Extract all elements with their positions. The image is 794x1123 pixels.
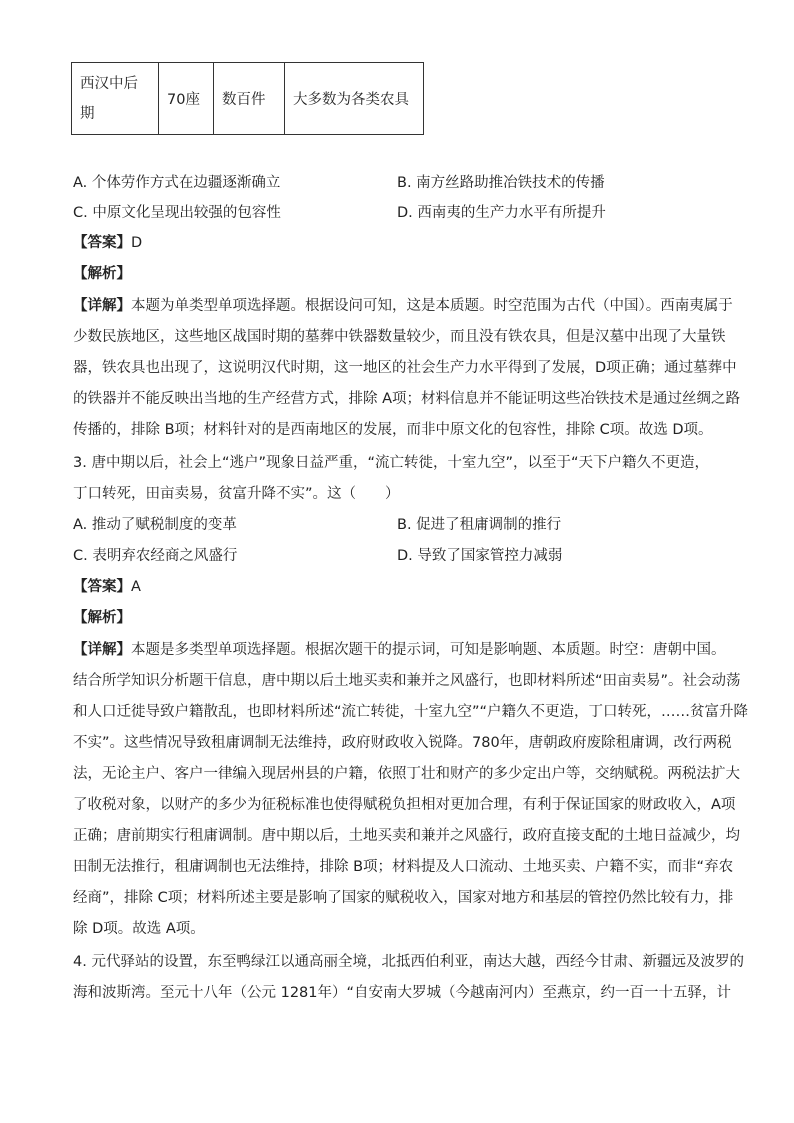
q3-explanation-line: 了收税对象，以财产的多少为征税标准也使得赋税负担相对更加合理，有利于保证国家的财政收入，A项 bbox=[73, 797, 736, 813]
q2-option-a[interactable]: A. 个体劳作方式在边疆逐渐确立 bbox=[73, 175, 281, 191]
q2-explanation-line bbox=[73, 296, 733, 316]
q3-explanation-line bbox=[73, 640, 726, 660]
q3-stem-line: 3. 唐中期以后，社会上“逃户”现象日益严重，“流亡转徙，十室九空”，以至于“天下户籍久不更造， bbox=[73, 455, 709, 471]
q2-explanation-line: 少数民族地区，这些地区战国时期的墓葬中铁器数量较少，而且没有铁农具，但是汉墓中出现了大量铁 bbox=[73, 329, 726, 345]
period-cell: 西汉中后期 bbox=[72, 63, 159, 135]
answer-value: A bbox=[131, 579, 141, 595]
q3-explanation-line: 和人口迁徙导致户籍散乱，也即材料所述“流亡转徙，十室九空”“户籍久不更造，丁口转死，……贫富升降 bbox=[73, 704, 749, 720]
amount-cell: 数百件 bbox=[214, 63, 285, 135]
q2-option-c[interactable]: C. 中原文化呈现出较强的包容性 bbox=[73, 205, 281, 221]
q2-explanation-line: 的铁器并不能反映出当地的生产经营方式，排除 A项；材料信息并不能证明这些冶铁技术是通过丝绸之路 bbox=[73, 391, 741, 407]
table-row bbox=[72, 63, 424, 135]
q3-stem-line: 丁口转死，田亩卖易，贫富升降不实”。这（ ） bbox=[73, 486, 400, 502]
q3-analysis-label: 【解析】 bbox=[73, 610, 131, 626]
q3-option-d[interactable]: D. 导致了国家管控力减弱 bbox=[397, 548, 563, 564]
q3-option-a[interactable]: A. 推动了赋税制度的变革 bbox=[73, 517, 237, 533]
count-cell: 70座 bbox=[159, 63, 214, 135]
q2-option-b[interactable]: B. 南方丝路助推冶铁技术的传播 bbox=[397, 175, 605, 191]
q3-answer bbox=[73, 577, 141, 597]
q3-explanation-line: 正确；唐前期实行租庸调制。唐中期以后，土地买卖和兼并之风盛行，政府直接支配的土地日益减少，均 bbox=[73, 828, 740, 844]
explanation-text: 本题是多类型单项选择题。根据次题干的提示词，可知是影响题、本质题。时空：唐朝中国。 bbox=[131, 642, 726, 658]
answer-label: 【答案】 bbox=[73, 579, 131, 595]
answer-value: D bbox=[131, 235, 143, 251]
q2-option-d[interactable]: D. 西南夷的生产力水平有所提升 bbox=[397, 205, 606, 221]
data-table bbox=[71, 62, 424, 135]
explanation-text: 本题为单类型单项选择题。根据设问可知，这是本质题。时空范围为古代（中国）。西南夷属于 bbox=[131, 298, 733, 314]
answer-label: 【答案】 bbox=[73, 235, 131, 251]
q3-explanation-line: 田制无法推行，租庸调制也无法维持，排除 B项；材料提及人口流动、土地买卖、户籍不实，而非“弃农 bbox=[73, 859, 734, 875]
q4-stem-line: 海和波斯湾。至元十八年（公元 1281年）“自安南大罗城（今越南河内）至燕京，约一百一十五驿，计 bbox=[73, 985, 732, 1001]
q2-explanation-line: 器，铁农具也出现了，这说明汉代时期，这一地区的社会生产力水平得到了发展，D项正确；通过墓葬中 bbox=[73, 360, 737, 376]
q3-explanation-line: 结合所学知识分析题干信息，唐中期以后土地买卖和兼并之风盛行，也即材料所述“田亩卖易”。社会动荡 bbox=[73, 673, 741, 689]
detail-label: 【详解】 bbox=[73, 642, 131, 658]
q3-option-b[interactable]: B. 促进了租庸调制的推行 bbox=[397, 517, 562, 533]
q2-explanation-line: 传播的，排除 B项；材料针对的是西南地区的发展，而非中原文化的包容性，排除 C项。故选 D项。 bbox=[73, 422, 713, 438]
q3-explanation-line: 除 D项。故选 A项。 bbox=[73, 921, 205, 937]
q3-option-c[interactable]: C. 表明弃农经商之风盛行 bbox=[73, 548, 238, 564]
q2-answer bbox=[73, 233, 142, 253]
q3-explanation-line: 不实”。这些情况导致租庸调制无法维持，政府财政收入锐降。780年，唐朝政府废除租庸调，改行两税 bbox=[73, 735, 732, 751]
description-cell: 大多数为各类农具 bbox=[285, 63, 424, 135]
detail-label: 【详解】 bbox=[73, 298, 131, 314]
q4-stem-line: 4. 元代驿站的设置，东至鸭绿江以通高丽全境，北抵西伯利亚，南达大越，西经今甘肃、新疆远及波罗的 bbox=[73, 954, 744, 970]
q3-explanation-line: 经商”，排除 C项；材料所述主要是影响了国家的赋税收入，国家对地方和基层的管控仍然比较有力，排 bbox=[73, 890, 734, 906]
q3-explanation-line: 法，无论主户、客户一律编入现居州县的户籍，依照丁壮和财产的多少定出户等，交纳赋税。两税法扩大 bbox=[73, 766, 740, 782]
q2-analysis-label: 【解析】 bbox=[73, 266, 131, 282]
